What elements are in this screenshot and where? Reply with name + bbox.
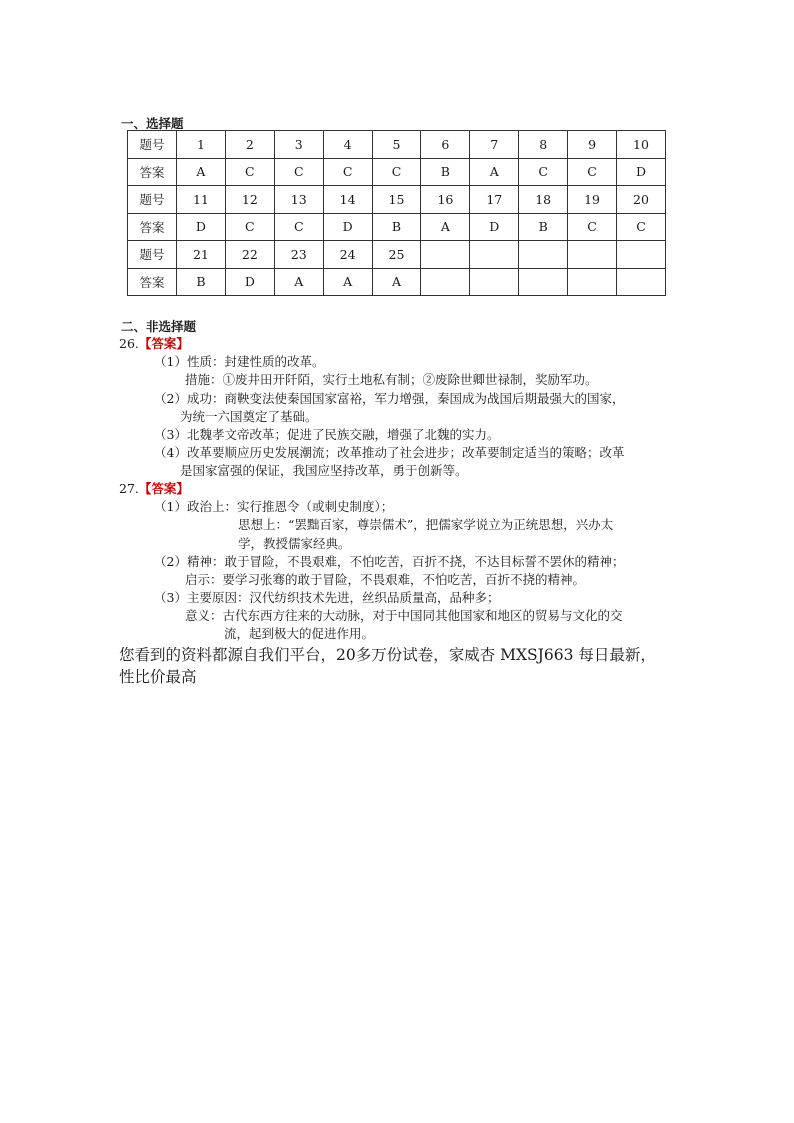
q26-line: （3）北魏孝文帝改革；促进了民族交融，增强了北魏的实力。 xyxy=(154,427,500,442)
table-cell: B xyxy=(177,268,226,296)
table-cell: 10 xyxy=(617,131,666,159)
answer-table xyxy=(127,130,666,296)
section-title-choice: 一、选择题 xyxy=(121,116,184,131)
table-cell: 20 xyxy=(617,186,666,214)
table-cell: 1 xyxy=(177,131,226,159)
table-cell: B xyxy=(421,158,470,186)
q27-number: 27. xyxy=(119,481,139,496)
section-title-nonchoice: 二、非选择题 xyxy=(121,319,197,334)
table-cell: A xyxy=(372,268,421,296)
table-cell: C xyxy=(617,213,666,241)
q27-heading xyxy=(119,479,189,497)
table-row xyxy=(128,131,666,159)
table-cell: 13 xyxy=(274,186,323,214)
table-cell: C xyxy=(568,158,617,186)
table-cell: 18 xyxy=(519,186,568,214)
table-cell: A xyxy=(470,158,519,186)
table-cell: 9 xyxy=(568,131,617,159)
table-cell: 25 xyxy=(372,241,421,269)
footer-line: 性比价最高 xyxy=(119,668,197,686)
row-label: 答案 xyxy=(128,213,177,241)
table-cell xyxy=(617,241,666,269)
table-cell: 23 xyxy=(274,241,323,269)
q26-line: （4）改革要顺应历史发展潮流；改革推动了社会进步；改革要制定适当的策略；改革 xyxy=(154,445,625,460)
table-cell: 21 xyxy=(177,241,226,269)
table-cell: D xyxy=(323,213,372,241)
table-cell: C xyxy=(225,158,274,186)
table-cell xyxy=(568,241,617,269)
table-cell: D xyxy=(225,268,274,296)
table-row xyxy=(128,241,666,269)
table-cell: C xyxy=(274,158,323,186)
table-cell xyxy=(421,268,470,296)
table-cell: 22 xyxy=(225,241,274,269)
table-cell: 4 xyxy=(323,131,372,159)
q26-line: （2）成功：商鞅变法使秦国国家富裕，军力增强，秦国成为战国后期最强大的国家， xyxy=(154,391,625,406)
footer-line: 您看到的资料都源自我们平台，20多万份试卷，家威杏 MXSJ663 每日最新， xyxy=(119,646,656,664)
q27-line: 流，起到极大的促进作用。 xyxy=(224,626,375,641)
table-cell: C xyxy=(323,158,372,186)
table-cell: A xyxy=(421,213,470,241)
table-row xyxy=(128,268,666,296)
table-cell xyxy=(519,241,568,269)
table-cell: D xyxy=(470,213,519,241)
table-cell: C xyxy=(274,213,323,241)
table-cell: A xyxy=(177,158,226,186)
row-label: 答案 xyxy=(128,268,177,296)
table-cell: C xyxy=(568,213,617,241)
table-cell: 11 xyxy=(177,186,226,214)
table-cell: 19 xyxy=(568,186,617,214)
q26-line: （1）性质：封建性质的改革。 xyxy=(154,354,325,369)
table-cell: D xyxy=(617,158,666,186)
q27-line: （1）政治上：实行推恩令（或刺史制度）； xyxy=(154,499,394,514)
q26-answer-tag: 【答案】 xyxy=(138,336,189,351)
table-cell: 14 xyxy=(323,186,372,214)
table-cell xyxy=(470,241,519,269)
row-label: 答案 xyxy=(128,158,177,186)
table-cell: D xyxy=(177,213,226,241)
q27-line: （3）主要原因：汉代纺织技术先进，丝织品质量高，品种多； xyxy=(154,590,500,605)
table-cell: A xyxy=(274,268,323,296)
table-cell xyxy=(421,241,470,269)
table-cell xyxy=(519,268,568,296)
table-cell: 17 xyxy=(470,186,519,214)
table-cell: 8 xyxy=(519,131,568,159)
table-cell: B xyxy=(519,213,568,241)
table-cell: 24 xyxy=(323,241,372,269)
row-label: 题号 xyxy=(128,131,177,159)
q26-number: 26. xyxy=(119,336,139,351)
table-cell: 12 xyxy=(225,186,274,214)
table-cell xyxy=(568,268,617,296)
table-cell xyxy=(470,268,519,296)
table-cell: 3 xyxy=(274,131,323,159)
q26-heading xyxy=(119,334,189,352)
table-cell: C xyxy=(225,213,274,241)
row-label: 题号 xyxy=(128,186,177,214)
table-cell: 2 xyxy=(225,131,274,159)
table-cell: 7 xyxy=(470,131,519,159)
q26-line: 措施：①废井田开阡陌，实行土地私有制；②废除世卿世禄制，奖励军功。 xyxy=(185,372,598,387)
q26-line: 为统一六国奠定了基础。 xyxy=(180,409,318,424)
table-row xyxy=(128,213,666,241)
table-cell: 16 xyxy=(421,186,470,214)
q26-line: 是国家富强的保证，我国应坚持改革，勇于创新等。 xyxy=(180,463,468,478)
row-label: 题号 xyxy=(128,241,177,269)
table-cell: C xyxy=(519,158,568,186)
table-cell xyxy=(617,268,666,296)
q27-line: 启示：要学习张骞的敢于冒险，不畏艰难，不怕吃苦，百折不挠的精神。 xyxy=(185,572,586,587)
table-row xyxy=(128,158,666,186)
q27-line: 思想上：“罢黜百家，尊崇儒术”，把儒家学说立为正统思想，兴办太 xyxy=(238,517,614,532)
q27-line: 学，教授儒家经典。 xyxy=(238,536,351,551)
table-cell: C xyxy=(372,158,421,186)
table-cell: A xyxy=(323,268,372,296)
table-row xyxy=(128,186,666,214)
q27-answer-tag: 【答案】 xyxy=(138,481,189,496)
q27-line: 意义：古代东西方往来的大动脉，对于中国同其他国家和地区的贸易与文化的交 xyxy=(185,608,623,623)
table-cell: 6 xyxy=(421,131,470,159)
table-cell: B xyxy=(372,213,421,241)
q27-line: （2）精神：敢于冒险，不畏艰难，不怕吃苦，百折不挠，不达目标誓不罢休的精神； xyxy=(154,554,625,569)
table-cell: 5 xyxy=(372,131,421,159)
table-cell: 15 xyxy=(372,186,421,214)
